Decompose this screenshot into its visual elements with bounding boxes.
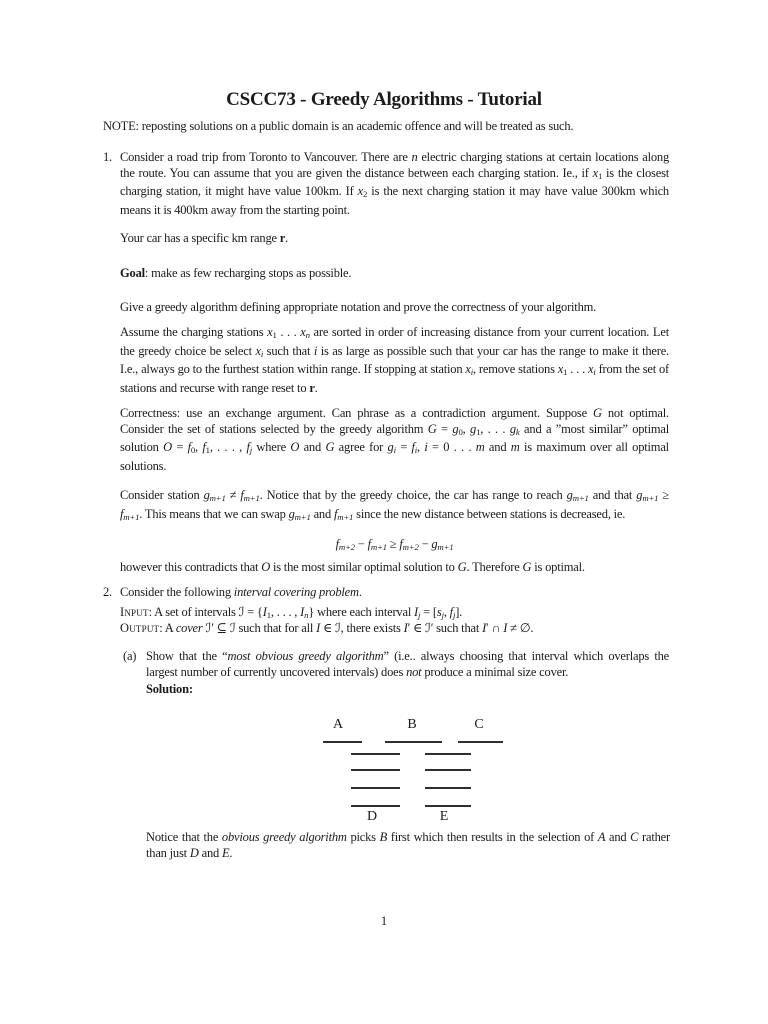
interval-segment-c [458,741,503,743]
interval-segment-e2 [425,769,471,771]
part-a-question: Show that the “most obvious greedy algorithm” (i.e.. always choosing that interval which overlaps the largest number of currently uncovered intervals) does not produce a minimal size cover. [146,649,670,679]
task-paragraph: Give a greedy algorithm defining appropriate notation and prove the correctness of your algorithm. [120,300,597,314]
range-paragraph: Your car has a specific km range r. [120,231,289,245]
conclusion-paragraph: however this contradicts that O is the most similar optimal solution to G. Therefore G is optimal. [120,560,585,574]
interval-segment-d3 [351,787,400,789]
note-line: NOTE: reposting solutions on a public domain is an academic offence and will be treated as such. [103,119,574,133]
part-a-label: (a) [123,649,137,663]
interval-segment-d1 [351,753,400,755]
swap-equation: fm+2 − fm+1 ≥ fm+2 − gm+1 [335,537,454,553]
solution-label: Solution: [146,682,193,696]
item-2 [103,585,669,601]
interval-label-c: C [474,717,484,732]
item-2-number: 2. [103,585,112,599]
item-1-intro: Consider a road trip from Toronto to Vancouver. There are n electric charging stations at certain locations along the route. You can assume that you are given the distance between each charging station. Ie., if $x_1$ is the closest charging station, it might have value 100km. If $x_2$ is the next charging station it may have value 300km which means it is 400km away from the starting point. [120,150,670,217]
goal-paragraph: Goal: make as few recharging stops as possible. [120,266,352,280]
item-1-number: 1. [103,150,112,164]
interval-diagram [300,705,520,830]
page-title: CSCC73 - Greedy Algorithms - Tutorial [226,89,542,110]
interval-segment-b [385,741,442,743]
interval-label-e: E [439,809,449,824]
notice-paragraph: Notice that the obvious greedy algorithm picks B first which then results in the selection of A and C rather than just D and E. [146,830,670,860]
greedy-choice-paragraph: Assume the charging stations $x_1$ . . . xn are sorted in order of increasing distance from your current location. Let the greedy choice be select xi such that i is as large as possible such that your car has the range to make it there. I.e., always go to the furthest station within range. If stopping at station xi, remove stations $x_1$ . . . xi from the set of stations and recurse with range reset to r. [120,325,669,396]
interval-segment-d2 [351,769,400,771]
interval-segment-a [323,741,362,743]
interval-label-b: B [407,717,417,732]
input-spec: Input: A set of intervals ℐ = {$I_1$, . . . , In} where each interval Ij = [sj, fj]. [120,605,463,621]
interval-segment-e4 [425,805,471,807]
output-spec: Output: A cover ℐ′ ⊆ ℐ such that for all I ∈ ℐ, there exists I′ ∈ ℐ′ such that I′ ∩ I ≠ ∅. [120,621,534,635]
correctness-paragraph: Correctness: use an exchange argument. Can phrase as a contradiction argument. Suppose G not optimal. Consider the set of stations selected by the greedy algorithm $G = g_0$, $g_1$, . . . gk and a ”most similar” optimal solution $O = f_0$, $f_1$, . . . , fj where O and G agree for gi = fi, i = 0 . . . m and m is maximum over all optimal solutions. [120,406,670,473]
interval-segment-e3 [425,787,471,789]
page-number: 1 [380,914,388,928]
item-2-intro: Consider the following interval covering problem. [120,585,362,599]
interval-label-a: A [332,717,344,732]
exchange-paragraph: Consider station gm+1 ≠ fm+1. Notice that by the greedy choice, the car has range to reach gm+1 and that gm+1 ≥ fm+1. This means that we can swap gm+1 and fm+1 since the new distance between stations is decreased, ie. [120,488,670,522]
interval-label-d: D [366,809,378,824]
interval-segment-e1 [425,753,471,755]
item-1 [103,150,669,218]
interval-segment-d4 [351,805,400,807]
part-a [123,649,669,680]
